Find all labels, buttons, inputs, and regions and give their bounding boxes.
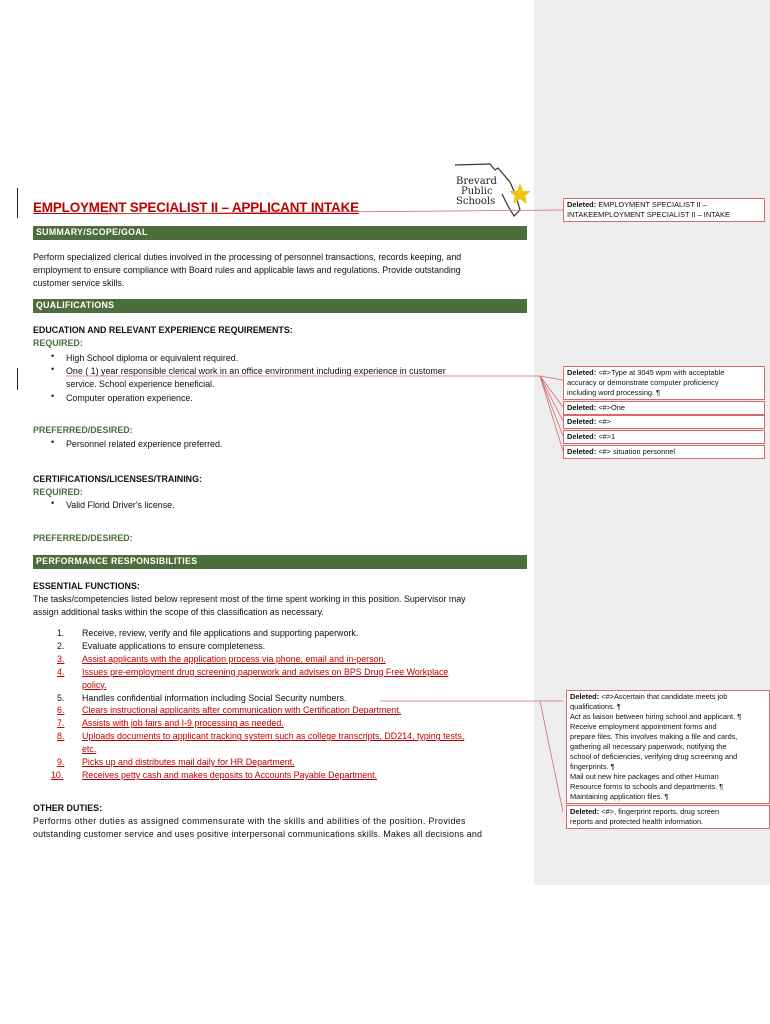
comment-text: <#>Type at 3045 wpm with acceptable	[596, 368, 725, 377]
comment-text: including word processing. ¶	[567, 388, 661, 397]
bullet-icon: •	[51, 437, 55, 447]
function-number: 1.	[57, 628, 65, 638]
comment-text: EMPLOYMENT SPECIALIST II –	[596, 200, 707, 209]
comment-box[interactable]	[563, 415, 765, 429]
function-number: 9.	[57, 757, 65, 767]
comment-text: Act as liaison between hiring school and applicant. ¶	[570, 712, 742, 721]
comment-label: Deleted:	[567, 417, 597, 426]
comment-text: <#>, fingerprint reports, drug screen	[599, 807, 720, 816]
function-item: Handles confidential information including Social Security numbers.	[82, 692, 347, 703]
section-header-label: SUMMARY/SCOPE/GOAL	[36, 227, 148, 237]
required-item: service. School experience beneficial.	[66, 379, 215, 389]
comment-text: <#> situation personnel	[596, 447, 676, 456]
comment-text: <#>One	[596, 403, 625, 412]
comment-box[interactable]	[566, 690, 770, 804]
summary-text: Perform specialized clerical duties involved in the processing of personnel transactions, records keeping, and	[33, 252, 462, 262]
comment-text: prepare files. This involves making a file and cards,	[570, 732, 738, 741]
essential-intro: The tasks/competencies listed below represent most of the time spent working in this position. Supervisor may	[33, 594, 466, 604]
function-number: 3.	[57, 653, 65, 664]
comment-box[interactable]	[566, 805, 770, 829]
comment-text: <#>	[596, 417, 611, 426]
required-item: One ( 1) year responsible clerical work in an office environment including experience in customer	[66, 366, 446, 376]
function-item: Receive, review, verify and file applications and supporting paperwork.	[82, 628, 359, 638]
section-header-label: PERFORMANCE RESPONSIBILITIES	[36, 556, 198, 566]
essential-functions-header: ESSENTIAL FUNCTIONS:	[33, 581, 140, 591]
function-number: 2.	[57, 640, 65, 651]
function-item: Clears instructional applicants after communication with Certification Department.	[82, 705, 402, 716]
summary-text: employment to ensure compliance with Board rules and applicable laws and regulations. Provide outstanding	[33, 265, 461, 275]
comment-box[interactable]	[563, 445, 765, 459]
comment-text: fingerprints. ¶	[570, 762, 615, 771]
required-label: REQUIRED:	[33, 338, 83, 348]
comment-box[interactable]	[563, 366, 765, 400]
function-item: policy.	[82, 679, 107, 690]
essential-intro: assign additional tasks within the scope of this classification as necessary.	[33, 607, 324, 617]
section-header-qualifications	[33, 299, 527, 313]
change-bar	[17, 368, 18, 390]
required-item: High School diploma or equivalent required.	[66, 353, 239, 363]
comment-text: <#>1	[596, 432, 616, 441]
bullet-icon: •	[51, 498, 55, 508]
change-bar	[17, 188, 18, 218]
comment-text: accuracy or demonstrate computer proficiency	[567, 378, 719, 387]
section-header-label: QUALIFICATIONS	[36, 300, 115, 310]
function-item: Issues pre-employment drug screening paperwork and advises on BPS Drug Free Workplace	[82, 666, 449, 677]
function-item: etc.	[82, 744, 97, 755]
preferred-label: PREFERRED/DESIRED:	[33, 425, 133, 435]
summary-text: customer service skills.	[33, 278, 125, 288]
bullet-icon: •	[51, 391, 55, 401]
comment-text: qualifications. ¶	[570, 702, 621, 711]
comment-text: gathering all necessary paperwork, notifying the	[570, 742, 727, 751]
comment-label: Deleted:	[567, 200, 597, 209]
comment-label: Deleted:	[570, 692, 600, 701]
function-item: Assist applicants with the application process via phone, email and in-person.	[82, 653, 386, 664]
function-item: Picks up and distributes mail daily for HR Department.	[82, 757, 295, 767]
certifications-header: CERTIFICATIONS/LICENSES/TRAINING:	[33, 474, 202, 484]
cert-required-item: Valid Florid Driver's license.	[66, 500, 175, 510]
logo-line1: Brevard	[456, 176, 497, 187]
comment-label: Deleted:	[567, 403, 597, 412]
comment-box[interactable]	[563, 430, 765, 444]
function-item: Evaluate applications to ensure completeness.	[82, 640, 266, 651]
function-item: Receives petty cash and makes deposits to Accounts Payable Department.	[82, 769, 378, 780]
comment-text: school of deficiencies, verifying drug screening and	[570, 752, 738, 761]
other-duties-text: Performs other duties as assigned commensurate with the skills and abilities of the position. Provides	[33, 816, 466, 826]
function-number: 8.	[57, 731, 65, 742]
bullet-icon: •	[51, 364, 55, 374]
comment-label: Deleted:	[567, 432, 597, 441]
education-header: EDUCATION AND RELEVANT EXPERIENCE REQUIREMENTS:	[33, 325, 293, 335]
function-number: 5.	[57, 692, 65, 703]
document-title: EMPLOYMENT SPECIALIST II – APPLICANT INTAKE	[33, 200, 359, 215]
logo-line3: Schools	[456, 196, 496, 207]
cert-preferred-label: PREFERRED/DESIRED:	[33, 533, 133, 543]
other-duties-header: OTHER DUTIES:	[33, 803, 103, 813]
function-item: Uploads documents to applicant tracking system such as college transcripts, DD214, typing tests,	[82, 731, 465, 742]
comment-text: Resource forms to schools and departments. ¶	[570, 782, 724, 791]
function-number: 4.	[57, 666, 65, 677]
logo-line2: Public	[461, 186, 493, 197]
comment-label: Deleted:	[567, 368, 597, 377]
bullet-icon: •	[51, 351, 55, 361]
comment-text: <#>Ascertain that candidate meets job	[599, 692, 728, 701]
comment-text: Mail out new hire packages and other Human	[570, 772, 719, 781]
other-duties-text: outstanding customer service and uses positive interpersonal communications skills. Makes all decisions and	[33, 829, 483, 839]
comment-text: Receive employment appointment forms and	[570, 722, 717, 731]
function-number: 6.	[57, 705, 65, 716]
brevard-logo	[450, 160, 530, 222]
comment-text: Maintaining application files. ¶	[570, 792, 669, 801]
function-item: Assists with job fairs and I-9 processing as needed.	[82, 718, 284, 729]
preferred-item: Personnel related experience preferred.	[66, 439, 223, 449]
comment-text: reports and protected health information.	[570, 817, 704, 826]
section-header-summary	[33, 226, 527, 240]
section-header-performance	[33, 555, 527, 569]
comment-text: INTAKEEMPLOYMENT SPECIALIST II – INTAKE	[567, 210, 730, 219]
function-number: 7.	[57, 718, 65, 729]
cert-required-label: REQUIRED:	[33, 487, 83, 497]
comment-box[interactable]	[563, 198, 765, 222]
comment-box[interactable]	[563, 401, 765, 415]
required-item: Computer operation experience.	[66, 393, 193, 403]
comment-label: Deleted:	[570, 807, 600, 816]
comment-label: Deleted:	[567, 447, 597, 456]
function-number: 10.	[51, 769, 64, 780]
